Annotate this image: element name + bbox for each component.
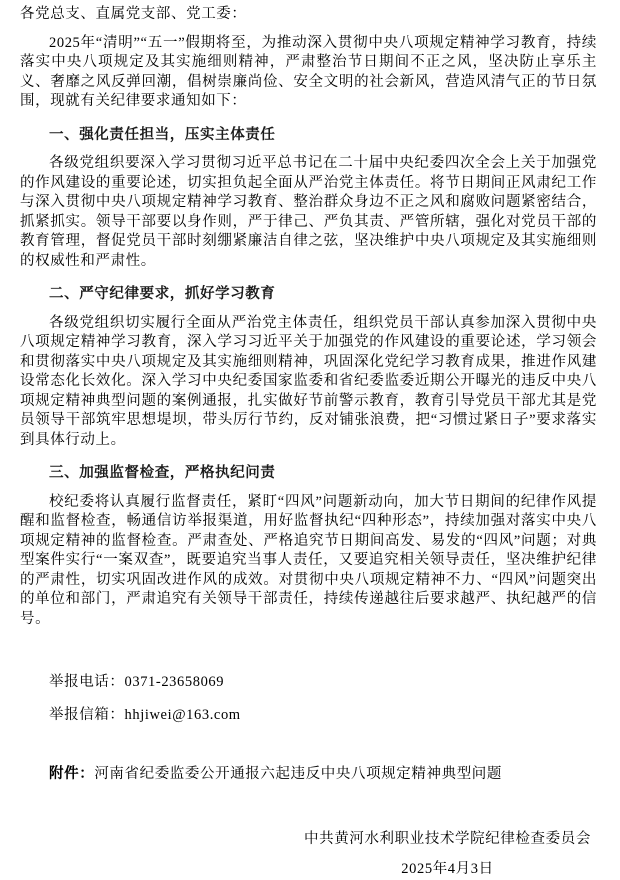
section-3-heading: 三、加强监督检查，严格执纪问责 xyxy=(49,465,276,481)
attachment-title: 河南省纪委监委公开通报六起违反中央八项规定精神典型问题 xyxy=(94,766,503,782)
report-phone-label: 举报电话： xyxy=(49,674,125,690)
report-email-line xyxy=(20,706,597,726)
signature-block xyxy=(275,830,620,880)
section-3-body: 校纪委将认真履行监督责任，紧盯“四风”问题新动向，加大节日期间的纪律作风提醒和监督检查，畅通信访举报渠道，用好监督执纪“四种形态”，持续加强对落实中央八项规定精神的监督检查。严肃查处、严格追究节日期间高发、易发的“四风”问题；对典型案件实行“一案双查”，既要追究当事人责任，又要追究相关领导责任，坚决维护纪律的严肃性，切实巩固改进作风的成效。对贯彻中央八项规定精神不力、“四风”问题突出的单位和部门，严肃追究有关领导干部责任，持续传递越往后要求越严、执纪越严的信号。 xyxy=(20,493,597,627)
section-2-body: 各级党组织切实履行全面从严治党主体责任，组织党员干部认真参加深入贯彻中央八项规定精神学习教育，深入学习习近平关于加强党的作风建设的重要论述，学习领会和贯彻落实中央八项规定及其实施细则精神，巩固深化党纪学习教育成果，推进作风建设常态化长效化。深入学习中央纪委国家监委和省纪委监委近期公开曝光的违反中央八项规定精神典型问题的案例通报，扎实做好节前警示教育，教育引导党员干部尤其是党员领导干部筑牢思想堤坝，带头厉行节约，反对铺张浪费，把“习惯过紧日子”要求落实到具体行动上。 xyxy=(20,314,597,448)
report-email-address: hhjiwei@163.com xyxy=(124,706,241,723)
intro-paragraph: 2025年“清明”“五一”假期将至，为推动深入贯彻中央八项规定精神学习教育，持续落实中央八项规定及其实施细则精神，严肃整治节日期间不正之风，坚决防止享乐主义、奢靡之风反弹回潮，倡树崇廉尚俭、安全文明的社会新风，营造风清气正的节日氛围，现就有关纪律要求通知如下： xyxy=(20,34,597,109)
signature-organization: 中共黄河水利职业技术学院纪律检查委员会 xyxy=(304,830,591,847)
attachment-label: 附件： xyxy=(49,766,95,782)
attachment-line xyxy=(20,765,597,785)
section-1-heading: 一、强化责任担当，压实主体责任 xyxy=(49,126,276,143)
report-email-label: 举报信箱： xyxy=(49,706,125,723)
report-phone-line xyxy=(20,673,597,693)
report-phone-number: 0371-23658069 xyxy=(124,674,225,690)
signature-date: 2025年4月3日 xyxy=(401,861,494,877)
salutation-line: 各党总支、直属党支部、党工委： xyxy=(20,6,247,22)
section-1-body: 各级党组织要深入学习贯彻习近平总书记在二十届中央纪委四次全会上关于加强党的作风建设的重要论述，切实担负起全面从严治党主体责任。将节日期间正风肃纪工作与深入贯彻中央八项规定精神学习教育、整治群众身边不正之风和腐败问题紧密结合，抓紧抓实。领导干部要以身作则，严于律己、严负其责、严管所辖，强化对党员干部的教育管理，督促党员干部时刻绷紧廉洁自律之弦，坚决维护中央八项规定及其实施细则的权威性和严肃性。 xyxy=(20,155,597,269)
section-2-heading: 二、严守纪律要求，抓好学习教育 xyxy=(49,286,276,302)
